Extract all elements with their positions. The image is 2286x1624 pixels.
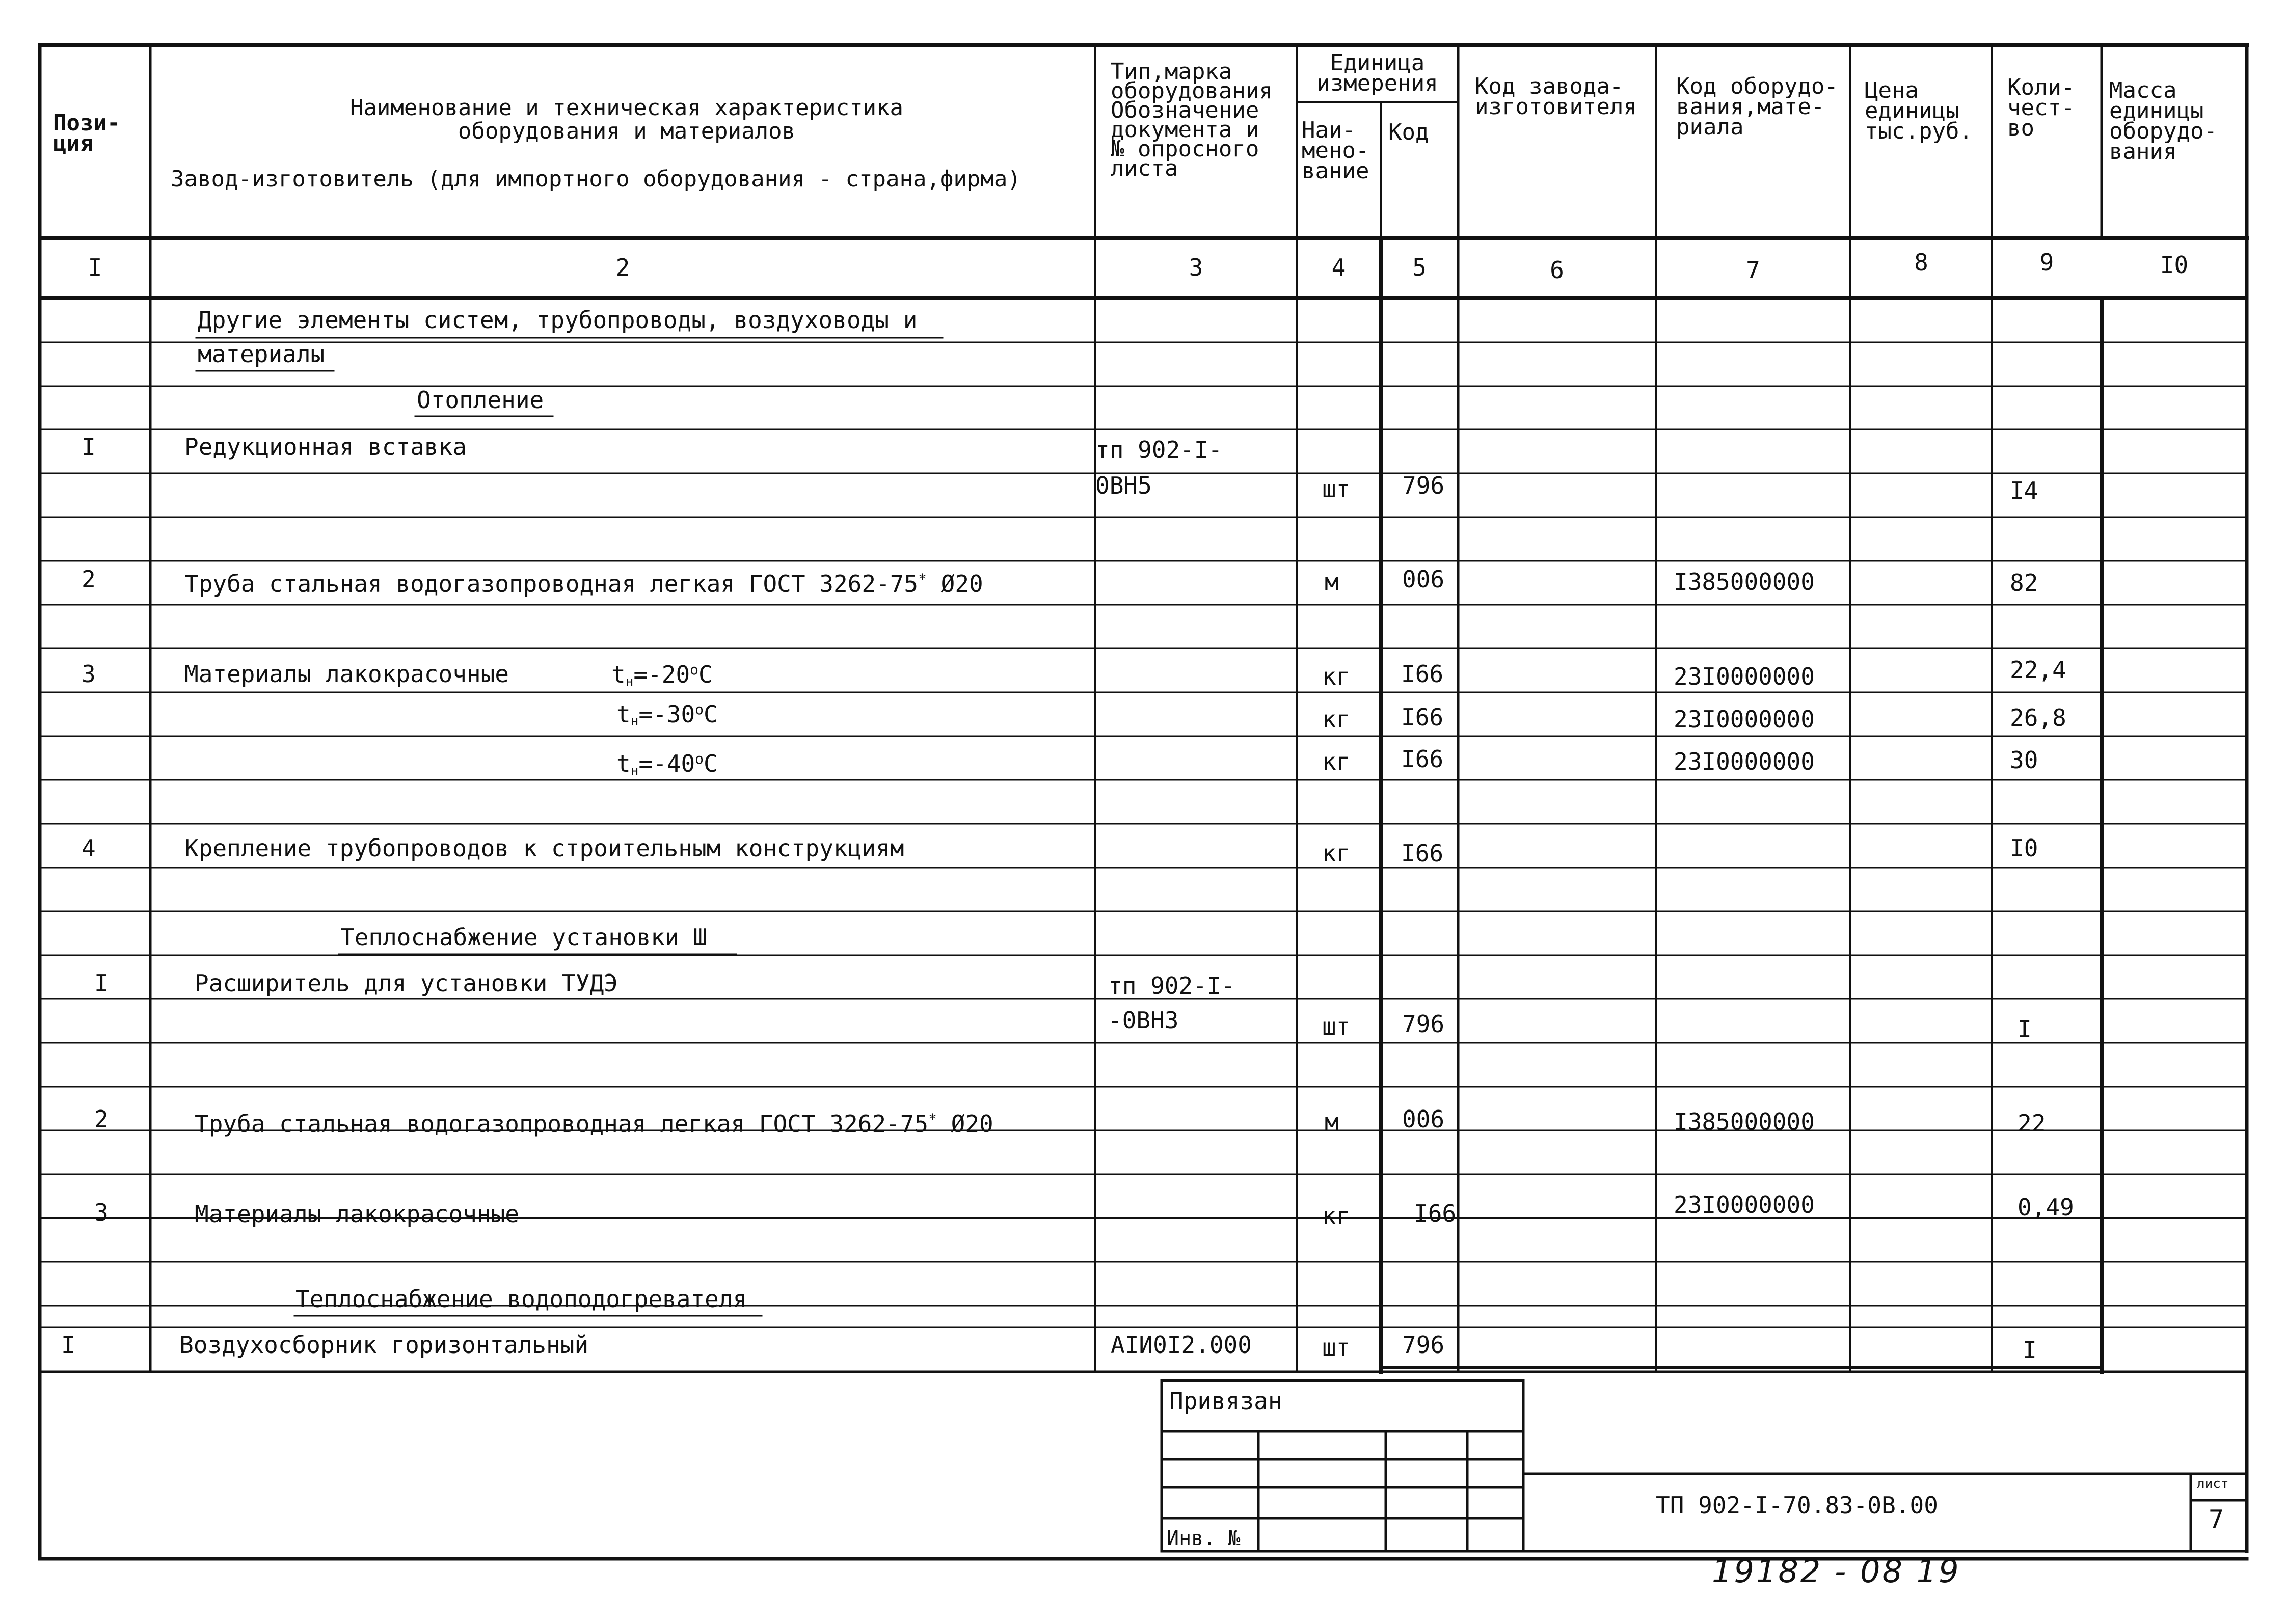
table-row-type: тп 902-I- <box>1108 972 1235 999</box>
table-row-type: АIИ0I2.000 <box>1111 1331 1252 1359</box>
table-row-unit-code: I66 <box>1414 1200 1457 1227</box>
subsection-heat-supply-unit: Теплоснабжение установки Ш <box>340 924 708 951</box>
header-manufacturer: Завод-изготовитель (для импортного оборудования - страна,фирма) <box>171 166 1021 192</box>
table-row-unit: шт <box>1322 475 1351 503</box>
column-number-4: 4 <box>1331 254 1346 281</box>
header-name-line1: Наименование и техническая характеристика <box>349 95 904 121</box>
table-row-quantity: 0,49 <box>2018 1194 2074 1221</box>
table-row-quantity: I4 <box>2010 477 2038 504</box>
section-title-line2: материалы <box>198 340 325 368</box>
subsection-heating: Отопление <box>417 386 544 414</box>
pipe-diameter: Ø20 <box>926 570 983 598</box>
header-name-line2: оборудования и материалов <box>458 118 796 144</box>
table-row-unit-code: 796 <box>1402 472 1445 499</box>
table-row-material-code: I385000000 <box>1674 568 1815 596</box>
header-type-mark: Тип,марка оборудования Обозначение документа и № опросного листа <box>1111 59 1273 181</box>
header-quantity: Коли- чест- во <box>2007 74 2075 141</box>
table-row-quantity: 22,4 <box>2010 656 2066 684</box>
table-row-name: Материалы лакокрасочные <box>184 660 509 688</box>
handwritten-archive-number: 19182 - 08 19 <box>1712 1553 1961 1590</box>
header-unit-group: Единица измерения <box>1316 50 1438 96</box>
table-row-position: I <box>82 433 96 461</box>
table-row-quantity: 22 <box>2018 1109 2046 1137</box>
table-row-type: тп 902-I- <box>1095 436 1223 464</box>
column-number-9: 9 <box>2039 249 2054 276</box>
table-row-unit-code: I66 <box>1401 703 1444 731</box>
stamp-document-code: ТП 902-I-70.83-0В.00 <box>1656 1492 1938 1519</box>
column-number-5: 5 <box>1412 254 1427 281</box>
column-number-3: 3 <box>1189 254 1203 281</box>
table-row-material-code: 23I0000000 <box>1674 706 1815 733</box>
table-row-unit: кг <box>1322 706 1351 733</box>
table-row-name: Воздухосборник горизонтальный <box>179 1331 589 1359</box>
table-row-quantity: 26,8 <box>2010 704 2066 732</box>
header-unit-price: Цена единицы тыс.руб. <box>1865 77 1973 144</box>
table-row-material-code: I385000000 <box>1674 1108 1815 1135</box>
header-factory-code: Код завода- изготовителя <box>1475 73 1637 120</box>
subsection-heat-supply-heater: Теплоснабжение водоподогревателя <box>295 1285 747 1313</box>
column-number-10: I0 <box>2160 251 2189 279</box>
column-number-6: 6 <box>1550 256 1564 284</box>
pipe-diameter: Ø20 <box>936 1110 993 1138</box>
table-row-material-code: 23I0000000 <box>1674 663 1815 690</box>
table-row-position: I <box>94 969 109 997</box>
header-unit-name: Наи- мено- вание <box>1302 117 1369 184</box>
table-row-position: 4 <box>82 834 96 862</box>
outdoor-temp-1: $t_н=-20^oC$ <box>611 661 713 689</box>
table-row-unit: кг <box>1322 1202 1351 1230</box>
table-row-material-code: 23I0000000 <box>1674 1191 1815 1219</box>
column-number-2: 2 <box>615 254 630 281</box>
outdoor-temp-2: $t_н=-30^oC$ <box>616 700 718 729</box>
gost-star: * <box>928 1111 937 1127</box>
table-row-unit-code: 796 <box>1402 1010 1445 1038</box>
stamp-privyazan: Привязан <box>1169 1387 1282 1415</box>
table-row-unit: шт <box>1322 1013 1351 1040</box>
table-row-quantity: I <box>2023 1336 2037 1364</box>
table-row-quantity: I <box>2018 1015 2032 1043</box>
table-row-name: Крепление трубопроводов к строительным конструкциям <box>184 834 904 862</box>
section-title-line1: Другие элементы систем, трубопроводы, воздуховоды и <box>198 306 918 334</box>
table-row-unit: м <box>1325 1108 1339 1135</box>
table-row-unit: м <box>1325 568 1339 596</box>
gost-star: * <box>918 571 927 587</box>
table-row-name: Материалы лакокрасочные <box>195 1200 519 1228</box>
table-row-unit: кг <box>1322 748 1351 775</box>
table-row-position: 2 <box>82 565 96 593</box>
table-row-name: Редукционная вставка <box>184 433 467 461</box>
column-number-8: 8 <box>1914 249 1928 276</box>
table-row-unit-code: 006 <box>1402 1105 1445 1133</box>
table-row-position: 2 <box>94 1105 109 1133</box>
table-row-unit-code: 796 <box>1402 1331 1445 1359</box>
table-row-unit: кг <box>1322 663 1351 690</box>
table-row-unit-code: 006 <box>1402 565 1445 593</box>
table-row-position: 3 <box>82 660 96 688</box>
table-row-quantity: 30 <box>2010 746 2038 774</box>
table-row-name <box>184 566 983 597</box>
header-position: Пози- ция <box>53 110 121 156</box>
stamp-inv-number: Инв. № <box>1167 1527 1241 1550</box>
stamp-sheet-label: лист <box>2197 1476 2229 1492</box>
table-row-position: 3 <box>94 1199 109 1226</box>
table-row-unit-code: I66 <box>1401 660 1444 688</box>
table-row-type: -0ВН3 <box>1108 1007 1179 1034</box>
table-row-quantity: I0 <box>2010 834 2038 862</box>
column-number-7: 7 <box>1746 256 1760 284</box>
table-row-position: I <box>61 1331 75 1359</box>
header-material-code: Код оборудо- вания,мате- риала <box>1676 73 1838 140</box>
table-row-name <box>195 1106 993 1136</box>
outdoor-temp-3: $t_н=-40^oC$ <box>616 750 718 778</box>
pipe-name: Труба стальная водогазопроводная легкая ГОСТ 3262-75 <box>184 570 919 598</box>
table-row-unit: шт <box>1322 1334 1351 1361</box>
header-unit-mass: Масса единицы оборудо- вания <box>2109 77 2217 165</box>
pipe-name: Труба стальная водогазопроводная легкая ГОСТ 3262-75 <box>195 1110 929 1138</box>
table-row-type: 0ВН5 <box>1095 472 1152 499</box>
table-row-material-code: 23I0000000 <box>1674 748 1815 775</box>
column-number-1: I <box>88 254 102 281</box>
stamp-sheet-number: 7 <box>2209 1505 2224 1534</box>
table-row-name: Расширитель для установки ТУДЭ <box>195 969 618 997</box>
table-row-unit: кг <box>1322 840 1351 867</box>
table-row-quantity: 82 <box>2010 569 2038 597</box>
header-unit-code: Код <box>1388 119 1429 145</box>
table-row-unit-code: I66 <box>1401 840 1444 867</box>
table-row-unit-code: I66 <box>1401 745 1444 773</box>
